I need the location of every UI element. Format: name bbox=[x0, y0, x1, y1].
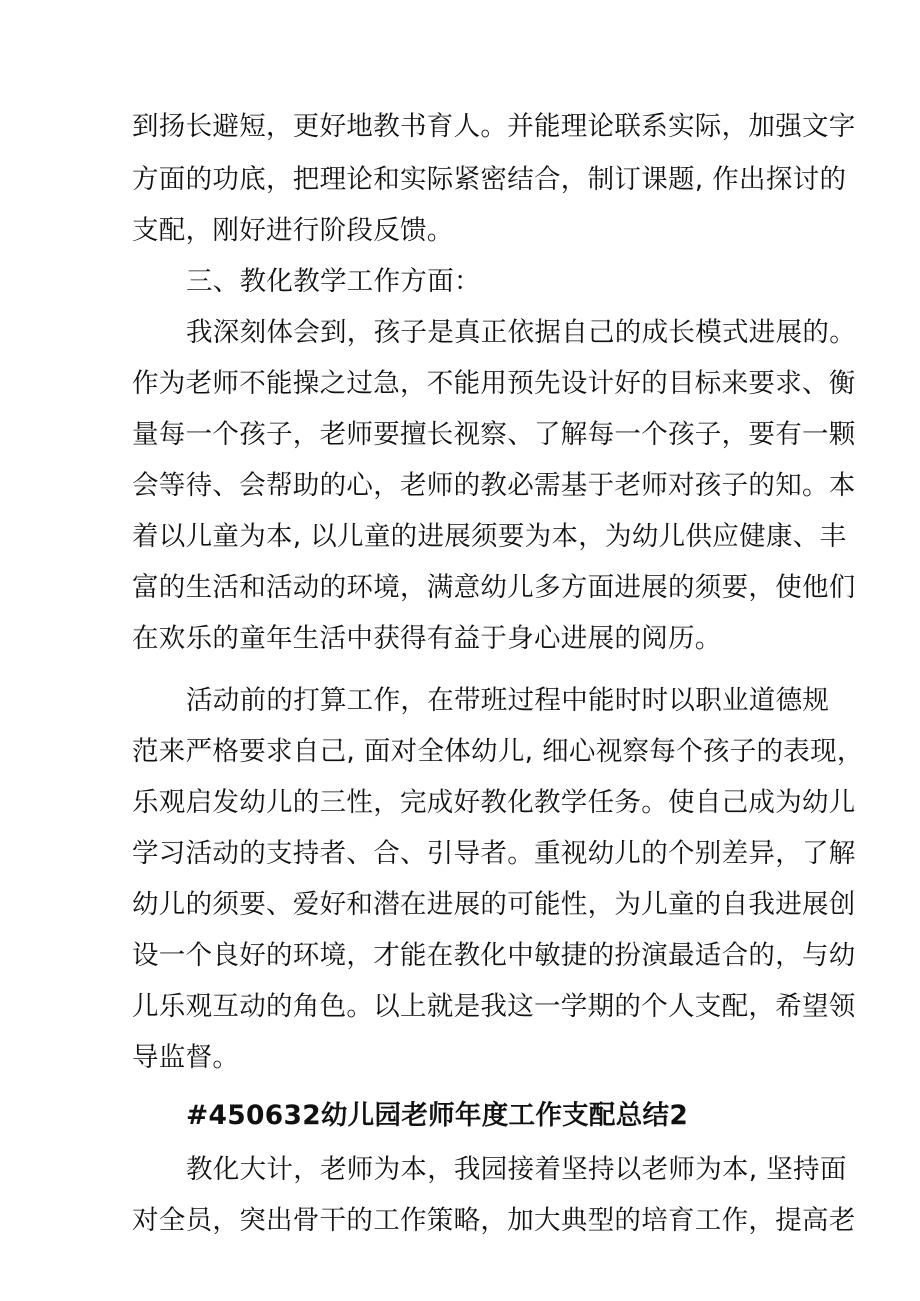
paragraph-line: 会等待、会帮助的心，老师的教必需基于老师对孩子的知。本 bbox=[132, 470, 856, 501]
paragraph-line: 作为老师不能操之过急，不能用预先设计好的目标来要求、衡 bbox=[132, 368, 856, 399]
paragraph-line: 量每一个孩子，老师要擅长视察、了解每一个孩子，要有一颗 bbox=[132, 419, 856, 450]
paragraph-line: 到扬长避短，更好地教书育人。并能理论联系实际，加强文字 bbox=[132, 111, 856, 142]
paragraph-line: 儿乐观互动的角色。以上就是我这一学期的个人支配，希望领 bbox=[132, 991, 856, 1022]
paragraph-line: 着以儿童为本, 以儿童的进展须要为本，为幼儿供应健康、丰 bbox=[132, 521, 847, 552]
paragraph-line: 乐观启发幼儿的三性，完成好教化教学任务。使自己成为幼儿 bbox=[132, 787, 856, 818]
paragraph-line: 教化大计，老师为本，我园接着坚持以老师为本, 坚持面 bbox=[186, 1154, 847, 1185]
paragraph-line: 活动前的打算工作，在带班过程中能时时以职业道德规 bbox=[186, 685, 830, 716]
section-title: #450632幼儿园老师年度工作支配总结2 bbox=[186, 1100, 689, 1131]
section-heading: 三、教化教学工作方面： bbox=[186, 266, 481, 297]
paragraph-line: 设一个良好的环境，才能在教化中敏捷的扮演最适合的，与幼 bbox=[132, 940, 856, 971]
paragraph-line: 我深刻体会到，孩子是真正依据自己的成长模式进展的。 bbox=[186, 317, 856, 348]
paragraph-line: 对全员，突出骨干的工作策略，加大典型的培育工作，提高老 bbox=[132, 1205, 856, 1236]
paragraph-line: 幼儿的须要、爱好和潜在进展的可能性，为儿童的自我进展创 bbox=[132, 889, 856, 920]
paragraph-line: 在欢乐的童年生活中获得有益于身心进展的阅历。 bbox=[132, 623, 722, 654]
paragraph-line: 富的生活和活动的环境，满意幼儿多方面进展的须要，使他们 bbox=[132, 572, 856, 603]
paragraph-line: 学习活动的支持者、合、引导者。重视幼儿的个别差异，了解 bbox=[132, 838, 856, 869]
paragraph-line: 范来严格要求自己, 面对全体幼儿, 细心视察每个孩子的表现， bbox=[132, 736, 864, 767]
paragraph-line: 方面的功底，把理论和实际紧密结合，制订课题, 作出探讨的 bbox=[132, 164, 847, 195]
paragraph-line: 导监督。 bbox=[132, 1042, 240, 1073]
paragraph-line: 支配，刚好进行阶段反馈。 bbox=[132, 215, 454, 246]
